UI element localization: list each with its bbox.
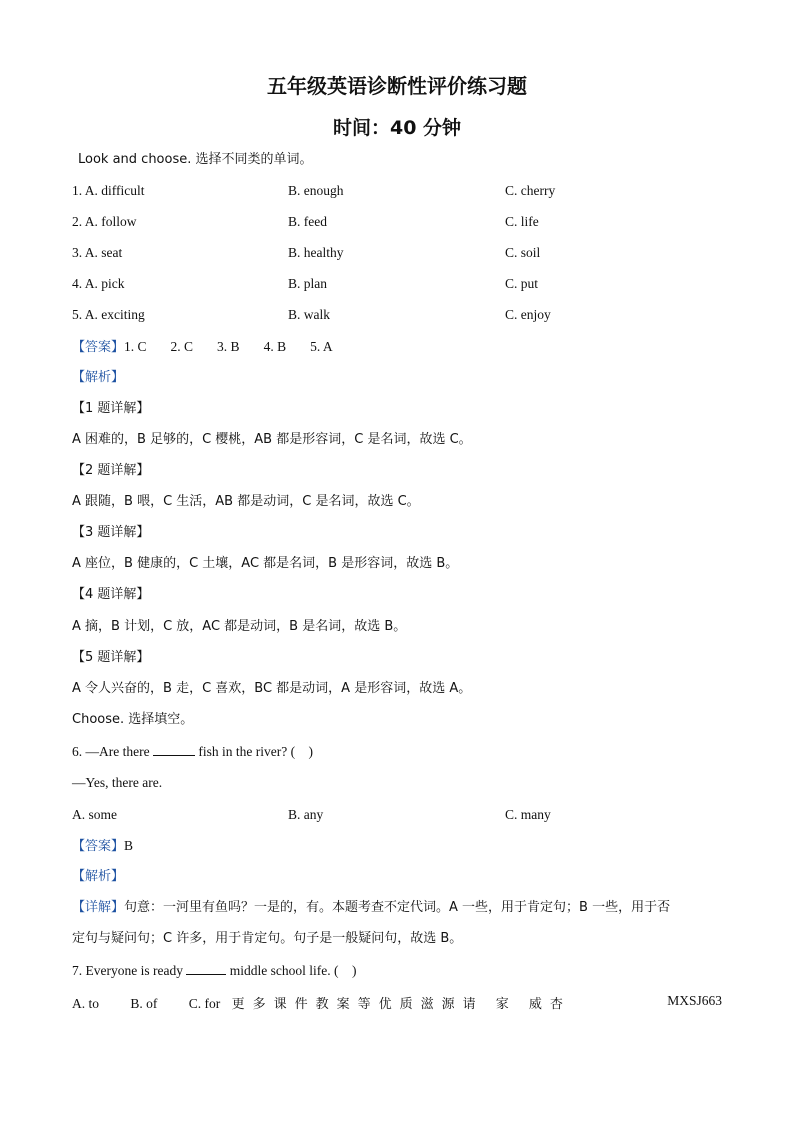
answer-item: 3. B — [217, 339, 240, 354]
detail-head-1: 【1 题详解】 — [72, 401, 150, 416]
q6-detail-tag: 【详解】 — [72, 900, 125, 915]
q6-answer: B — [124, 838, 134, 853]
q7-blank — [186, 962, 226, 975]
detail-text-3: A 座位，B 健康的，C 土壤，AC 都是名词，B 是形容词，故选 B。 — [72, 556, 459, 571]
detail-head-5: 【5 题详解】 — [72, 650, 150, 665]
watermark-text: 更多课件教案等优质滋源请 家 威杏 — [231, 997, 571, 1012]
q5-option-b: B. walk — [288, 307, 330, 322]
q4-option-b: B. plan — [288, 276, 327, 291]
doc-code: MXSJ663 — [667, 993, 722, 1008]
detail-head-4: 【4 题详解】 — [72, 587, 150, 602]
answer-item: 5. A — [310, 339, 333, 354]
q6-option-b: B. any — [288, 807, 324, 822]
q6-stem — [72, 743, 313, 761]
section1-instruction: Look and choose. 选择不同类的单词。 — [78, 152, 313, 167]
q3-option-b: B. healthy — [288, 245, 344, 260]
detail-text-4: A 摘，B 计划，C 放，AC 都是动词，B 是名词，故选 B。 — [72, 619, 407, 634]
q3-option-c: C. soil — [505, 245, 541, 260]
q7-stem-after: middle school life. ( ) — [229, 963, 357, 978]
page-title: 五年级英语诊断性评价练习题 — [267, 74, 527, 98]
q6-detail-line1 — [72, 899, 670, 917]
q1-option-c: C. cherry — [505, 183, 556, 198]
detail-text-2: A 跟随，B 喂，C 生活，AB 都是动词，C 是名词，故选 C。 — [72, 494, 420, 509]
q7-stem-before: 7. Everyone is ready — [72, 963, 183, 978]
q7-option-a: A. to — [72, 996, 99, 1011]
q6-analysis-tag: 【解析】 — [72, 869, 125, 884]
q6-option-a: A. some — [72, 807, 117, 822]
detail-text-1: A 困难的，B 足够的，C 樱桃，AB 都是形容词，C 是名词，故选 C。 — [72, 432, 472, 447]
section2-instruction: Choose. 选择填空。 — [72, 712, 194, 727]
q5-option-a: 5. A. exciting — [72, 307, 145, 322]
detail-head-3: 【3 题详解】 — [72, 525, 150, 540]
q6-stem-before: 6. —Are there — [72, 744, 150, 759]
answer-row — [72, 338, 357, 357]
q7-options-row — [72, 993, 722, 1012]
q1-option-a: 1. A. difficult — [72, 183, 145, 198]
q6-answer-row — [72, 837, 133, 856]
q3-option-a: 3. A. seat — [72, 245, 123, 260]
q2-option-a: 2. A. follow — [72, 214, 137, 229]
answer-item: 2. C — [170, 339, 194, 354]
q6-stem-after: fish in the river? ( ) — [198, 744, 314, 759]
q7-option-b: B. of — [130, 996, 158, 1011]
q6-detail-line2: 定句与疑问句；C 许多，用于肯定句。句子是一般疑问句，故选 B。 — [72, 931, 463, 946]
q5-option-c: C. enjoy — [505, 307, 551, 322]
q6-answer-tag: 【答案】 — [72, 839, 125, 854]
q4-option-c: C. put — [505, 276, 539, 291]
detail-head-2: 【2 题详解】 — [72, 463, 150, 478]
answer-item: 4. B — [263, 339, 287, 354]
q7-stem — [72, 962, 356, 980]
answer-tag: 【答案】 — [72, 340, 125, 355]
q4-option-a: 4. A. pick — [72, 276, 125, 291]
q6-blank — [153, 743, 195, 756]
q6-option-c: C. many — [505, 807, 551, 822]
analysis-tag: 【解析】 — [72, 370, 125, 385]
page-subtitle: 时间：40 分钟 — [332, 117, 462, 139]
detail-text-5: A 令人兴奋的，B 走，C 喜欢，BC 都是动词，A 是形容词，故选 A。 — [72, 681, 472, 696]
answer-item: 1. C — [124, 339, 147, 354]
q7-option-c: C. for — [188, 996, 221, 1011]
q2-option-c: C. life — [505, 214, 539, 229]
q2-option-b: B. feed — [288, 214, 327, 229]
q6-detail-text1: 句意：一河里有鱼吗？一是的，有。本题考查不定代词。A 一些，用于肯定句；B 一些，用于否 — [124, 900, 671, 915]
q6-reply: —Yes, there are. — [72, 775, 163, 790]
q1-option-b: B. enough — [288, 183, 344, 198]
